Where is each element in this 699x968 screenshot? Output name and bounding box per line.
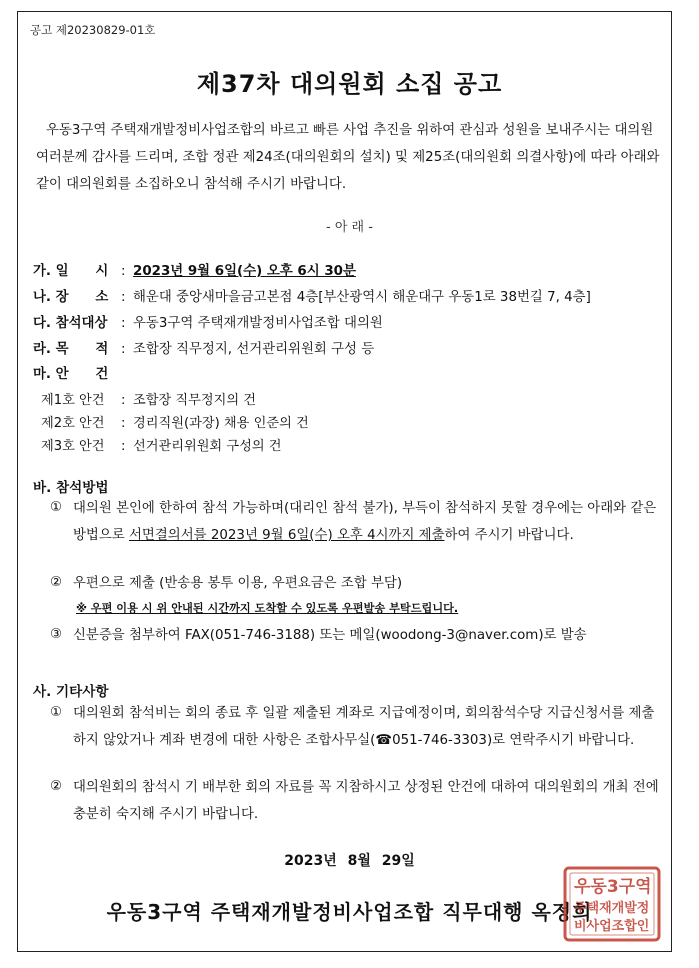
section-divider-label: - 아 래 - <box>326 220 373 235</box>
notice-date: 2023년 8월 29일 <box>284 853 415 869</box>
signer-name: 우동3구역 주택재개발정비사업조합 직무대행 옥정희 <box>106 900 593 924</box>
etc-item-number: ① <box>50 705 63 720</box>
agenda-heading: 마. 안 건 <box>33 367 109 382</box>
detail-label: 라. 목 적 <box>33 342 109 357</box>
detail-row-attendees: 다. 참석대상 : 우동3구역 주택재개발정비사업조합 대의원 <box>33 316 383 331</box>
detail-value: 조합장 직무정지, 선거관리위원회 구성 등 <box>133 342 375 357</box>
deadline-text: 서면결의서를 2023년 9월 6일(수) 오후 4시까지 제출 <box>129 528 445 543</box>
detail-row-datetime: 가. 일 시 : 2023년 9월 6일(수) 오후 6시 30분 <box>33 264 356 279</box>
mail-warning: ※ 우편 이용 시 위 안내된 시간까지 도착할 수 있도록 우편발송 부탁드립니다. <box>76 602 459 615</box>
detail-value: 우동3구역 주택재개발정비사업조합 대의원 <box>133 316 383 331</box>
agenda-item-3: 제3호 안건 : 선거관리위원회 구성의 건 <box>41 439 282 454</box>
intro-paragraph: 우동3구역 주택재개발정비사업조합의 바르고 빠른 사업 추진을 위하여 관심과 성원을 보내주시는 대의원 여러분께 감사를 드리며, 조합 정관 제24조(대의원회의 설치) 및 제25조(대의원회 의결사항)에 따라 아래와 같이 대의원회를 소집하오니 참석해 주시기 바랍니다. <box>36 123 660 192</box>
official-seal-icon <box>562 865 662 943</box>
method-item-number: ① <box>50 500 63 515</box>
svg-text:비사업조합인: 비사업조합인 <box>574 919 650 934</box>
etc-heading: 사. 기타사항 <box>33 684 109 700</box>
detail-value: 2023년 9월 6일(수) 오후 6시 30분 <box>133 264 356 279</box>
detail-row-purpose: 라. 목 적 : 조합장 직무정지, 선거관리위원회 구성 등 <box>33 342 375 357</box>
page-title: 제37차 대의원회 소집 공고 <box>196 70 503 98</box>
svg-text:우동3구역: 우동3구역 <box>574 877 652 897</box>
svg-text:주택재개발정: 주택재개발정 <box>574 901 650 916</box>
etc-item-number: ② <box>50 779 63 794</box>
notice-number: 공고 제20230829-01호 <box>30 23 156 37</box>
etc-item-1: 대의원회 참석비는 회의 종료 후 일괄 제출된 계좌로 지급예정이며, 회의참석수당 지급신청서를 제출하지 않았거나 계좌 변경에 대한 사항은 조합사무실(☎051-746-3303)로 연락주시기 바랍니다. <box>73 706 655 748</box>
method-heading: 바. 참석방법 <box>33 480 109 496</box>
method-item-2: 우편으로 제출 (반송용 봉투 이용, 우편요금은 조합 부담) <box>73 576 403 591</box>
method-item-number: ② <box>50 575 63 590</box>
agenda-item-2: 제2호 안건 : 경리직원(과장) 채용 인준의 건 <box>41 416 309 431</box>
detail-label: 다. 참석대상 <box>33 316 108 331</box>
method-item-1: 대의원 본인에 한하여 참석 가능하며(대리인 참석 불가), 부득이 참석하지 못할 경우에는 아래와 같은 방법으로 서면결의서를 2023년 9월 6일(수) 오후 4시까지 제출하여 주시기 바랍니다. <box>73 501 657 543</box>
agenda-item-1: 제1호 안건 : 조합장 직무정지의 건 <box>41 393 257 408</box>
detail-label: 가. 일 시 <box>33 264 109 279</box>
detail-value: 해운대 중앙새마을금고본점 4층[부산광역시 해운대구 우동1로 38번길 7, 4층] <box>133 290 591 305</box>
etc-item-2: 대의원회의 참석시 기 배부한 회의 자료를 꼭 지참하시고 상정된 안건에 대하여 대의원회의 개최 전에 충분히 숙지해 주시기 바랍니다. <box>73 780 659 822</box>
detail-label: 나. 장 소 <box>33 290 109 305</box>
method-item-3: 신분증을 첨부하여 FAX(051-746-3188) 또는 메일(woodong-3@naver.com)로 발송 <box>73 628 587 643</box>
detail-row-place: 나. 장 소 : 해운대 중앙새마을금고본점 4층[부산광역시 해운대구 우동1로 38번길 7, 4층] <box>33 290 591 305</box>
method-item-number: ③ <box>50 627 63 642</box>
